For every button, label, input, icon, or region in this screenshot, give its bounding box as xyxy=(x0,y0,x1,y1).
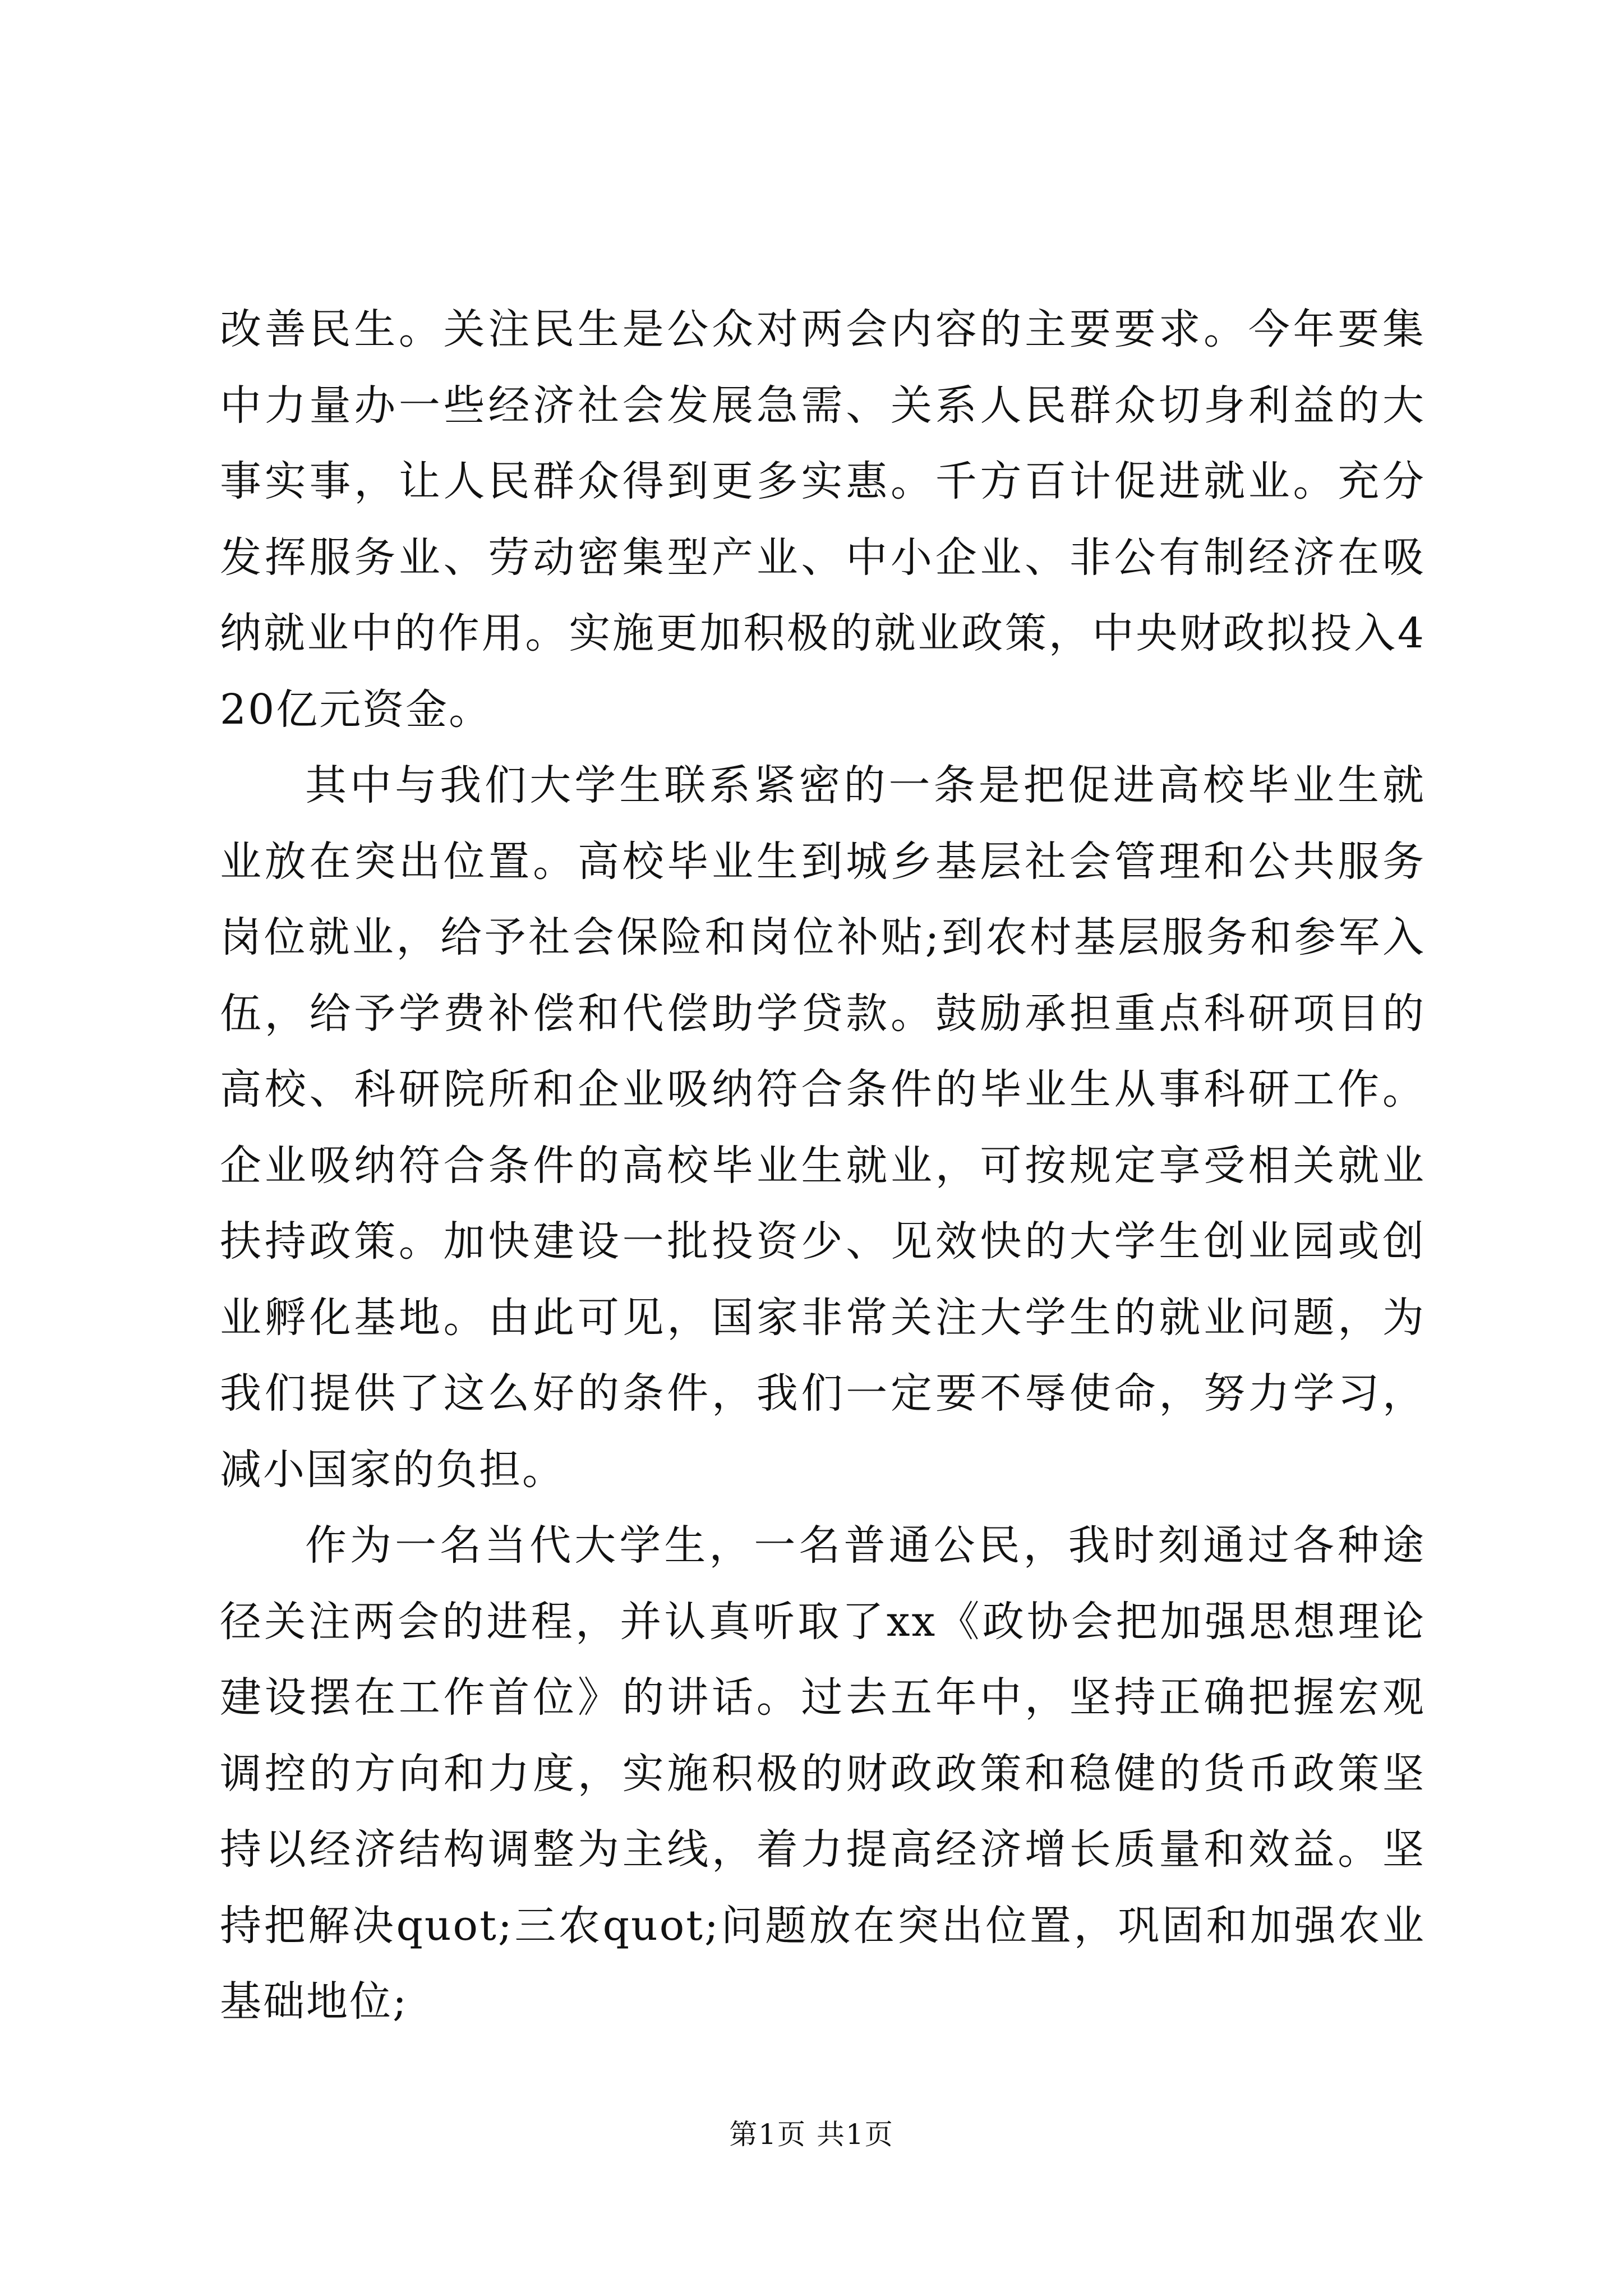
paragraph-1: 改善民生。关注民生是公众对两会内容的主要要求。今年要集中力量办一些经济社会发展急需、关系人民群众切身利益的大事实事，让人民群众得到更多实惠。千方百计促进就业。充分发挥服务业、劳动密集型产业、中小企业、非公有制经济在吸纳就业中的作用。实施更加积极的就业政策，中央财政拟投入420亿元资金。 xyxy=(220,305,1426,734)
document-body xyxy=(220,292,1426,2040)
page-footer: 第1页 共1页 xyxy=(729,2118,894,2151)
paragraph-3: 作为一名当代大学生，一名普通公民，我时刻通过各种途径关注两会的进程，并认真听取了xx《政协会把加强思想理论建设摆在工作首位》的讲话。过去五年中，坚持正确把握宏观调控的方向和力度，实施积极的财政政策和稳健的货币政策坚持以经济结构调整为主线，着力提高经济增长质量和效益。坚持把解决quot;三农quot;问题放在突出位置，巩固和加强农业基础地位; xyxy=(220,1521,1426,2026)
paragraph-2: 其中与我们大学生联系紧密的一条是把促进高校毕业生就业放在突出位置。高校毕业生到城乡基层社会管理和公共服务岗位就业，给予社会保险和岗位补贴;到农村基层服务和参军入伍，给予学费补偿和代偿助学贷款。鼓励承担重点科研项目的高校、科研院所和企业吸纳符合条件的毕业生从事科研工作。企业吸纳符合条件的高校毕业生就业，可按规定享受相关就业扶持政策。加快建设一批投资少、见效快的大学生创业园或创业孵化基地。由此可见，国家非常关注大学生的就业问题，为我们提供了这么好的条件，我们一定要不辱使命，努力学习，减小国家的负担。 xyxy=(220,761,1426,1494)
